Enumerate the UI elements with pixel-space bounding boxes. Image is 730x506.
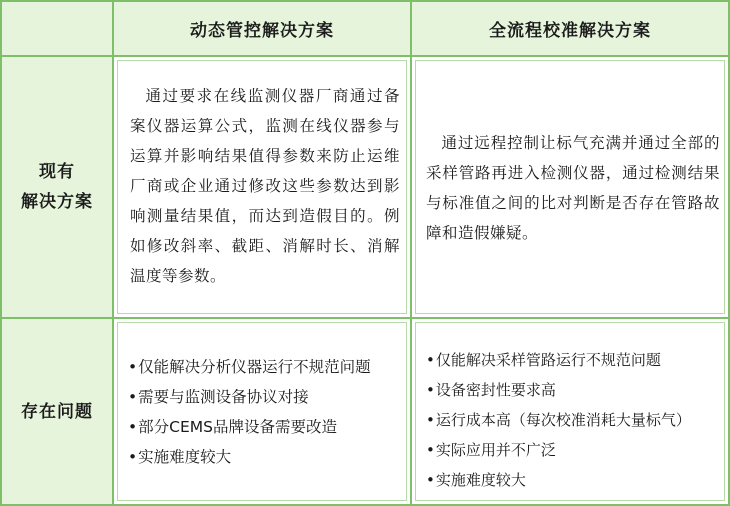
cell-issues-dynamic	[114, 319, 412, 506]
header-full-flow-calibration	[412, 0, 730, 57]
header-dynamic-label: 动态管控解决方案	[190, 21, 334, 41]
list-item: • 仅能解决采样管路运行不规范问题	[426, 345, 724, 375]
list-item: • 运行成本高（每次校准消耗大量标气）	[426, 405, 724, 435]
list-item: • 实际应用并不广泛	[426, 435, 724, 465]
row-header-issues	[0, 319, 114, 506]
row-label-line1: 现有	[39, 162, 75, 182]
cell-current-fullflow	[412, 57, 730, 319]
list-item: • 实施难度较大	[128, 442, 406, 472]
cell-issues-fullflow	[412, 319, 730, 506]
row-header-current-solution	[0, 57, 114, 319]
cell-current-dynamic	[114, 57, 412, 319]
current-fullflow-text: 通过远程控制让标气充满并通过全部的采样管路再进入检测仪器，通过检测结果与标准值之间的比对判断是否存在管路故障和造假嫌疑。	[426, 134, 720, 242]
list-item: • 实施难度较大	[426, 465, 724, 495]
list-item: • 部分CEMS品牌设备需要改造	[128, 412, 406, 442]
header-dynamic-control	[114, 0, 412, 57]
list-item: • 设备密封性要求高	[426, 375, 724, 405]
issues-dynamic-list	[128, 352, 406, 472]
list-item: • 仅能解决分析仪器运行不规范问题	[128, 352, 406, 382]
row-label-issues: 存在问题	[21, 401, 93, 422]
corner-cell	[0, 0, 114, 57]
header-fullflow-label: 全流程校准解决方案	[489, 21, 651, 41]
issues-fullflow-list	[426, 345, 724, 495]
current-dynamic-text: 通过要求在线监测仪器厂商通过备案仪器运算公式，监测在线仪器参与运算并影响结果值得参数来防止运维厂商或企业通过修改这些参数达到影响测量结果值，而达到造假目的。例如修改斜率、截距、消解时长、消解温度等参数。	[130, 87, 400, 285]
row-label-line2: 解决方案	[21, 192, 93, 212]
list-item: • 需要与监测设备协议对接	[128, 382, 406, 412]
